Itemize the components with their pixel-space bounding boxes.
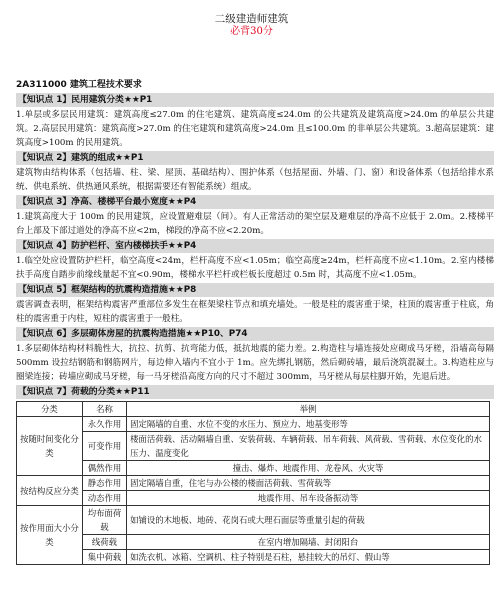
table-row [17, 476, 490, 491]
table-name-cell: 可变作用 [82, 432, 126, 461]
table-header-row [17, 402, 490, 417]
knowledge-point-4-text: 1.临空处应设置防护栏杆，临空高度<24m，栏杆高度不应<1.05m；临空高度≥24m，栏杆高度不应<1.10m。2.室内楼梯扶手高度自踏步前缘线量起不宜<0.90m，楼梯水平栏杆或栏板长度超过 0.5m 时，其高度不应<1.05m。 [16, 256, 494, 280]
table-group-cell: 按结构反应分类 [17, 476, 83, 506]
knowledge-point-5-title: 【知识点 5】框架结构的抗震构造措施★★P8 [16, 283, 494, 297]
table-group-cell: 按随时间变化分类 [17, 417, 83, 476]
table-example-cell: 固定隔墙的自重、水位不变的水压力、预应力、地基变形等 [127, 417, 490, 432]
table-name-cell: 永久作用 [82, 417, 126, 432]
load-classification-table [16, 401, 490, 565]
table-row [17, 417, 490, 432]
table-row [17, 506, 490, 535]
table-name-cell: 均布面荷载 [82, 506, 126, 535]
knowledge-point-3-title: 【知识点 3】净高、楼梯平台最小宽度★★P4 [16, 195, 494, 209]
table-example-cell: 地震作用、吊车设备振动等 [127, 491, 490, 506]
table-name-cell: 线荷载 [82, 535, 126, 550]
knowledge-point-6-text: 1.多层砌体结构材料脆性大，抗拉、抗剪、抗弯能力低，抵抗地震的能力差。2.构造柱与墙连接处应砌成马牙槎，沿墙高每隔500mm 设拉结钢筋和钢筋网片，每边伸入墙内不宜小于 1m。应先绑扎钢筋，然后砌砖墙，最后浇筑混凝土。3.构造柱应与圈梁连接；砖墙应砌成马牙槎，每一马牙槎沿高度方向的尺寸不超过 300mm，马牙槎从每层柱脚开始，先退后进。 [16, 344, 494, 382]
table-name-cell: 偶然作用 [82, 461, 126, 476]
table-example-cell: 如铺设的木地板、地砖、花岗石或大理石面层等重量引起的荷载 [127, 506, 490, 535]
table-header-cell: 举例 [127, 402, 490, 417]
table-row [17, 535, 490, 550]
table-example-cell: 撞击、爆炸、地震作用、龙卷风、火灾等 [127, 461, 490, 476]
table-name-cell: 动态作用 [82, 491, 126, 506]
table-name-cell: 静态作用 [82, 476, 126, 491]
table-group-cell: 按作用面大小分类 [17, 506, 83, 565]
table-row [17, 461, 490, 476]
knowledge-point-1-text: 1.单层或多层民用建筑：建筑高度≤27.0m 的住宅建筑、建筑高度≤24.0m 的公共建筑及建筑高度>24.0m 的单层公共建筑。2.高层民用建筑：建筑高度>27.0m 的住宅建筑和建筑高度>24.0m 且≤100.0m 的非单层公共建筑。3.超高层建筑：建筑高度>100m 的民用建筑。 [16, 110, 494, 148]
table-header-cell: 名称 [82, 402, 126, 417]
table-example-cell: 固定隔墙自重，住宅与办公楼的楼面活荷载、雪荷载等 [127, 476, 490, 491]
page-title: 二级建造师建筑 [214, 13, 289, 25]
knowledge-point-1-title: 【知识点 1】民用建筑分类★★P1 [16, 93, 494, 107]
table-name-cell: 集中荷载 [82, 550, 126, 565]
knowledge-point-2-text: 建筑物由结构体系（包括墙、柱、梁、屋顶、基础结构）、围护体系（包括屋面、外墙、门、窗）和设备体系（包括给排水系统、供电系统、供热通风系统，根据需要还有智能系统）组成。 [16, 168, 494, 192]
document-body [16, 78, 494, 565]
section-title: 2A311000 建筑工程技术要求 [16, 80, 142, 90]
table-example-cell: 楼面活荷载、活动隔墙自重、安装荷载、车辆荷载、吊车荷载、风荷载、雪荷载、水位变化的水压力、温度变化 [127, 432, 490, 461]
table-example-cell: 如洗衣机、冰箱、空调机、柱子特别是石柱，悬挂较大的吊灯、假山等 [127, 550, 490, 565]
page-subtitle: 必背30分 [230, 26, 273, 37]
table-header-cell: 分类 [17, 402, 83, 417]
knowledge-point-4-title: 【知识点 4】防护栏杆、室内楼梯扶手★★P4 [16, 239, 494, 253]
knowledge-point-6-title: 【知识点 6】多层砌体房屋的抗震构造措施★★P10、P74 [16, 327, 494, 341]
knowledge-point-2-title: 【知识点 2】建筑的组成★★P1 [16, 151, 494, 165]
table-row [17, 550, 490, 565]
table-example-cell: 在室内增加隔墙、封闭阳台 [127, 535, 490, 550]
knowledge-point-7-title: 【知识点 7】荷载的分类★★P11 [16, 385, 494, 399]
knowledge-point-3-text: 1.建筑高度大于 100m 的民用建筑，应设置避难层（间）。有人正常活动的架空层及避难层的净高不应低于 2.0m。2.楼梯平台上部及下部过道处的净高不应<2m，梯段的净高不应<2.20m。 [16, 212, 494, 236]
knowledge-point-5-text: 震害调查表明，框架结构震害严重部位多发生在框架梁柱节点和填充墙处。一般是柱的震害重于梁，柱顶的震害重于柱底，角柱的震害重于内柱，短柱的震害重于一般柱。 [16, 300, 494, 324]
table-row [17, 432, 490, 461]
table-row [17, 491, 490, 506]
